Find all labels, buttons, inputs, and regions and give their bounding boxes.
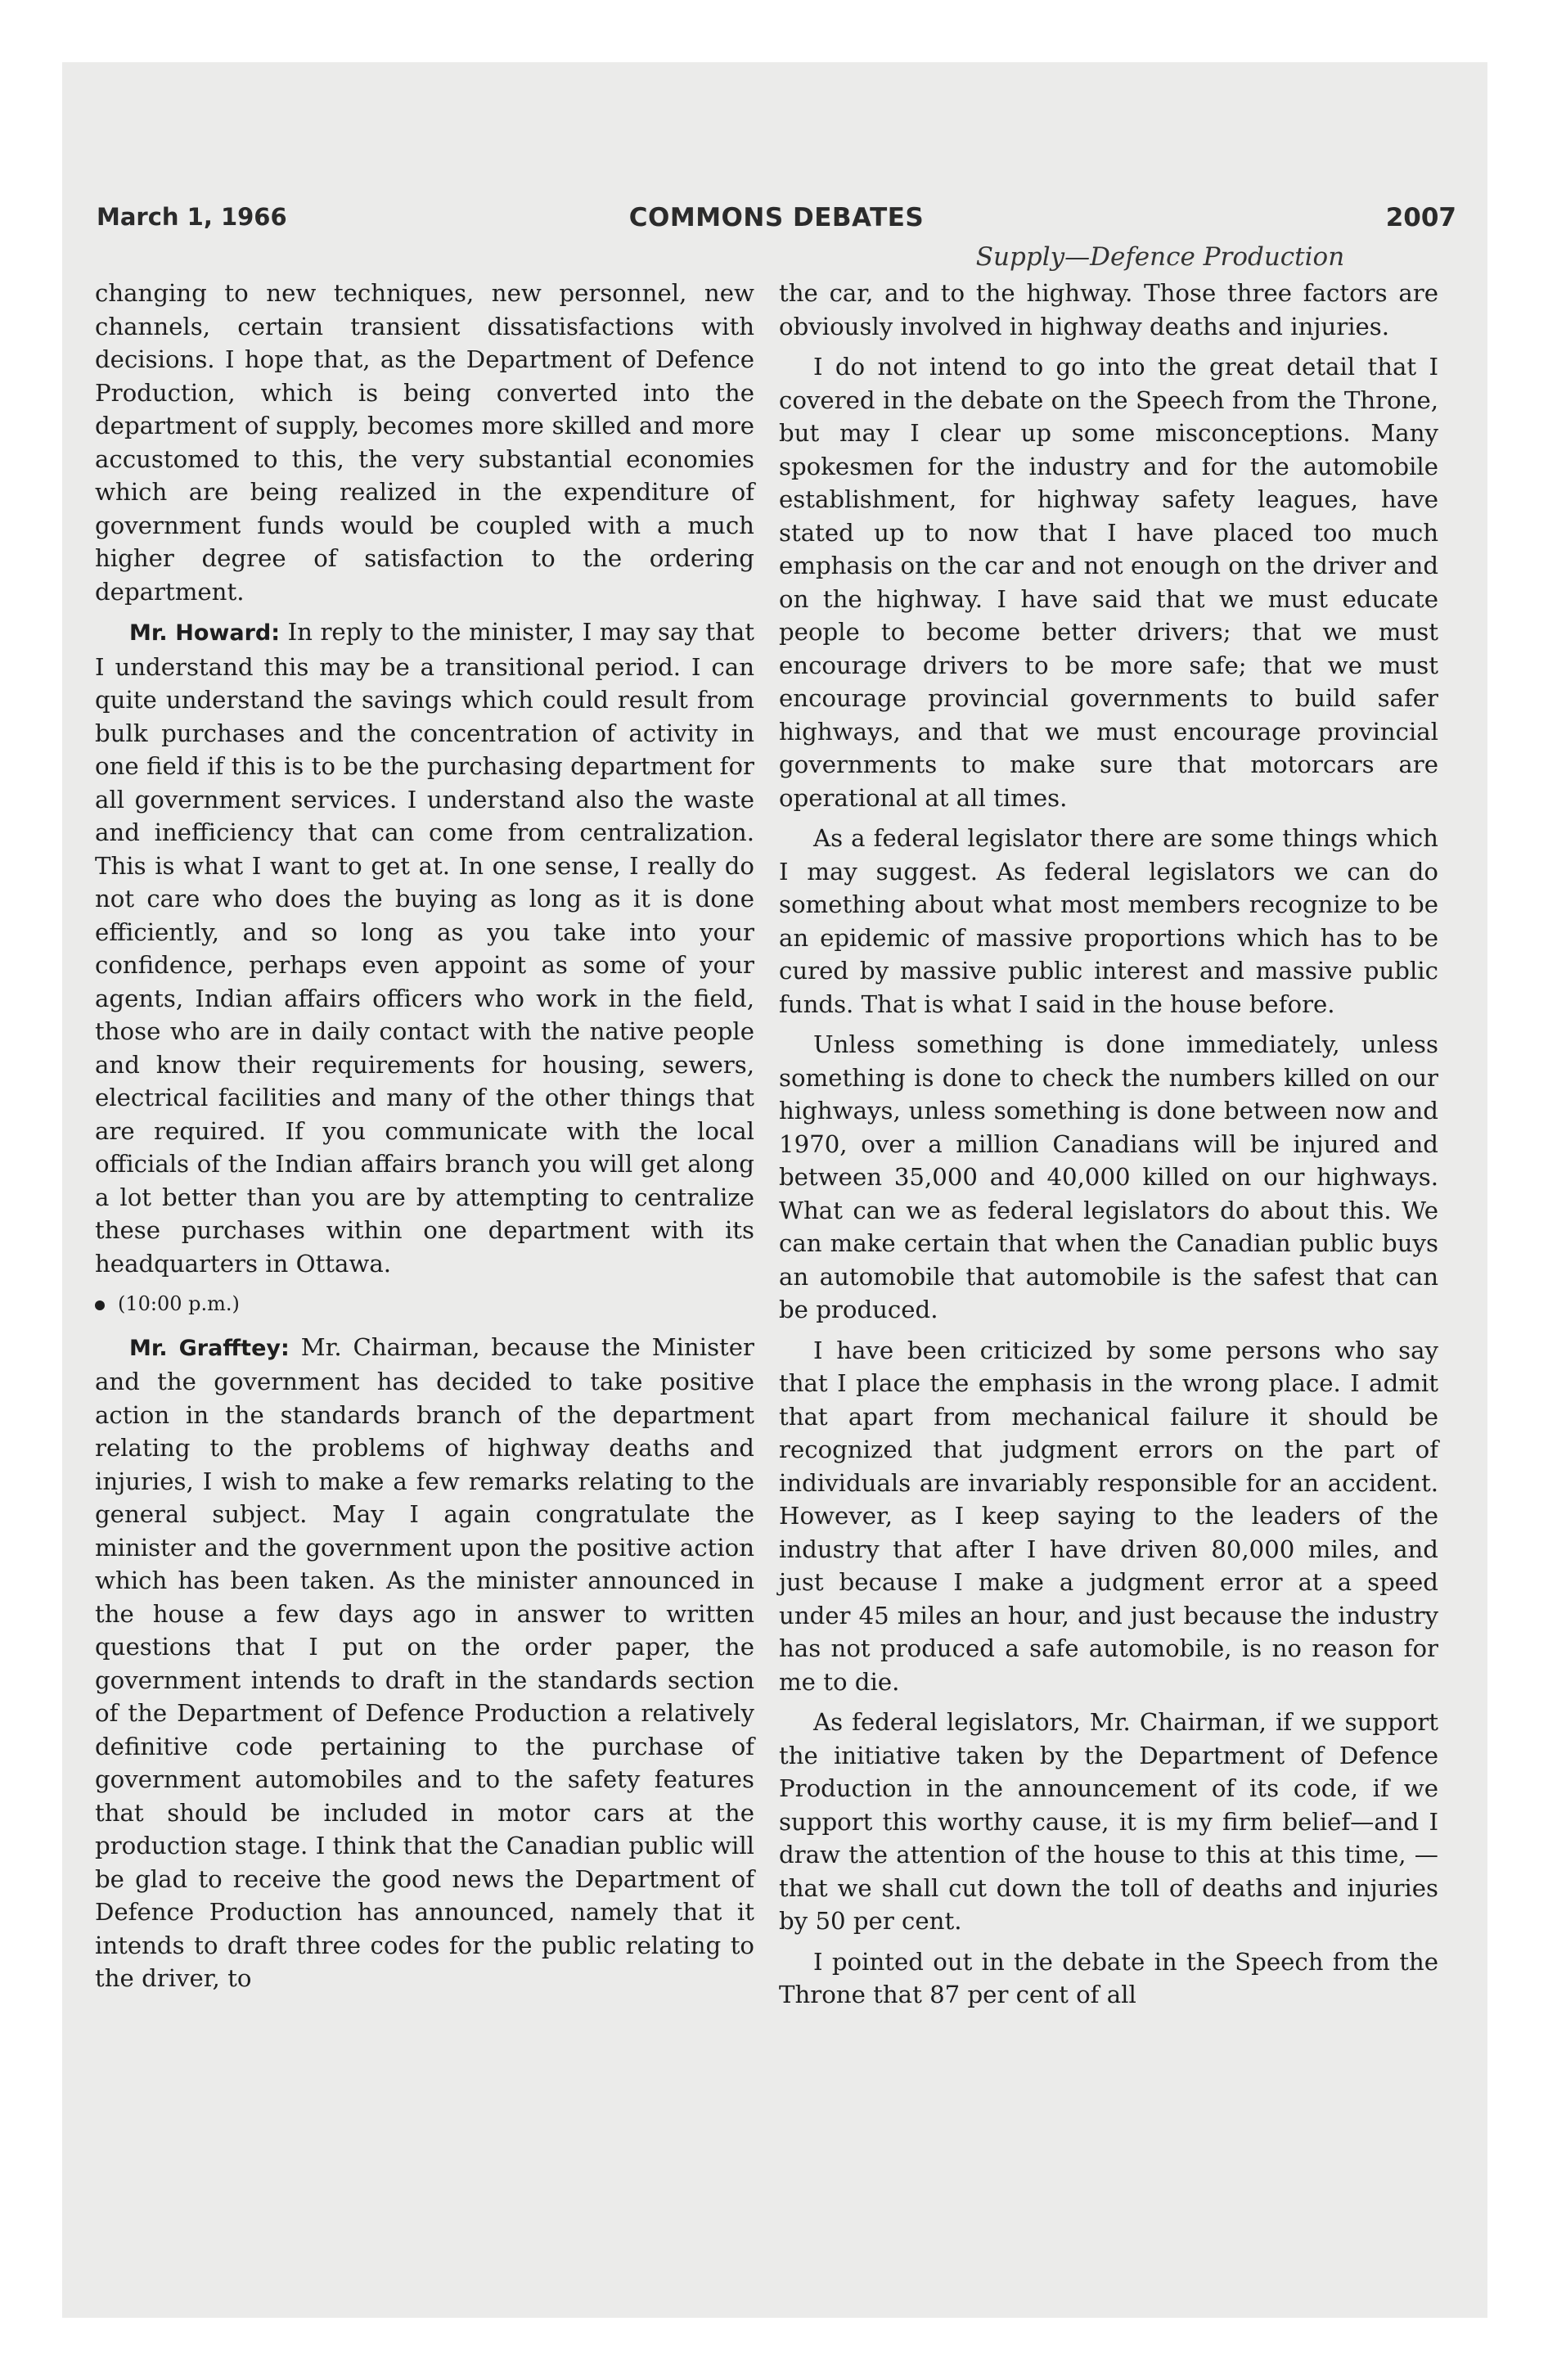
speaker-name: Mr. Grafftey: (129, 1335, 290, 1361)
page-sheet (62, 62, 1487, 2318)
paragraph: As federal legislators, Mr. Chairman, if we support the initiative taken by the Department of Defence Production in the announcement of its code, if we support this worthy cause, it is my firm belief—and I draw the attention of the house to this at this time, —that we shall cut down the toll of deaths and injuries by 50 per cent. (779, 1708, 1438, 1935)
paragraph: I do not intend to go into the great detail that I covered in the debate on the Speech from the Throne, but may I clear up some misconceptions. Many spokesmen for the industry and for the automobile establishment, for highway safety leagues, have stated up to now that I have placed too much emphasis on the car and not enough on the driver and on the highway. I have said that we must educate people to become better drivers; that we must encourage drivers to be more safe; that we must encourage provincial governments to build safer highways, and that we must encourage provincial governments to make sure that motorcars are operational at all times. (779, 353, 1438, 812)
running-head (97, 203, 1456, 241)
header-date: March 1, 1966 (97, 203, 287, 231)
paragraph: the car, and to the highway. Those three factors are obviously involved in highway deaths and injuries. (779, 279, 1438, 340)
paragraph: I pointed out in the debate in the Speech from the Throne that 87 per cent of all (779, 1947, 1438, 2008)
paragraph (95, 1331, 754, 1995)
paragraph: As a federal legislator there are some things which I may suggest. As federal legislators we can do something about what most members recognize to be an epidemic of massive proportions which has to be cured by massive public interest and massive public funds. That is what I said in the house before. (779, 824, 1438, 1018)
right-column (779, 277, 1438, 2019)
paragraph: Unless something is done immediately, unless something is done to check the numbers killed on our highways, unless something is done between now and 1970, over a million Canadians will be injured and between 35,000 and 40,000 killed on our highways. What can we as federal legislators do about this. We can make certain that when the Canadian public buys an automobile that automobile is the safest that can be produced. (779, 1030, 1438, 1323)
header-title: COMMONS DEBATES (628, 203, 925, 232)
speech-text: In reply to the minister, I may say that I understand this may be a transitional period. I can quite understand the savings which could result from bulk purchases and the concentration of activity in one field if this is to be the purchasing department for all government services. I understand also the waste and inefficiency that can come from centralization. This is what I want to get at. In one sense, I really do not care who does the buying as long as it is done efficiently, and so long as you take into your confidence, perhaps even appoint as some of your agents, Indian affairs officers who work in the field, those who are in daily contact with the native people and know their requirements for housing, sewers, electrical facilities and many of the other things that are required. If you communicate with the local officials of the Indian affairs branch you will get along a lot better than you are by attempting to centralize these purchases within one department with its headquarters in Ottawa. (95, 618, 754, 1278)
paragraph: I have been criticized by some persons who say that I place the emphasis in the wrong place. I admit that apart from mechanical failure it should be recognized that judgment errors on the part of individuals are invariably responsible for an accident. However, as I keep saying to the leaders of the industry that after I have driven 80,000 miles, and just because I make a judgment error at a speed under 45 miles an hour, and just because the industry has not produced a safe automobile, is no reason for me to die. (779, 1336, 1438, 1696)
section-heading: Supply—Defence Production (975, 242, 1345, 272)
time-text: (10:00 p.m.) (118, 1292, 240, 1315)
paragraph: changing to new techniques, new personnel, new channels, certain transient dissatisfactions with decisions. I hope that, as the Department of Defence Production, which is being converted into the department of supply, becomes more skilled and more accustomed to this, the very substantial economies which are being realized in the expenditure of government funds would be coupled with a much higher degree of satisfaction to the ordering department. (95, 279, 754, 606)
bullet-icon (95, 1300, 105, 1310)
time-marker (95, 1287, 754, 1321)
page-number: 2007 (1385, 203, 1456, 232)
speaker-name: Mr. Howard: (129, 620, 281, 646)
left-column (95, 277, 754, 2003)
paragraph (95, 615, 754, 1280)
speech-text: Mr. Chairman, because the Minister and the government has decided to take positive action in the standards branch of the department relating to the problems of highway deaths and injuries, I wish to make a few remarks relating to the general subject. May I again congratulate the minister and the government upon the positive action which has been taken. As the minister announced in the house a few days ago in answer to written questions that I put on the order paper, the government intends to draft in the standards section of the Department of Defence Production a relatively definitive code pertaining to the purchase of government automobiles and to the safety features that should be included in motor cars at the production stage. I think that the Canadian public will be glad to receive the good news the Department of Defence Production has announced, namely that it intends to draft three codes for the public relating to the driver, to (95, 1332, 754, 1992)
